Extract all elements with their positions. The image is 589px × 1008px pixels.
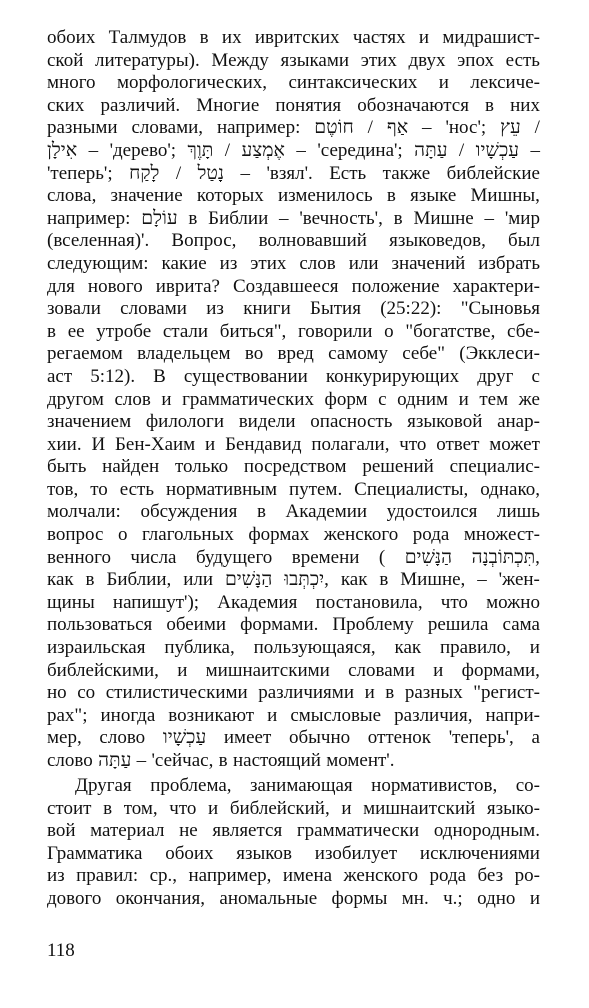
text-line: щины напишут'); Академия постановила, что можно [47,591,540,613]
text-line: слово ‏עַתָּה‏ – 'сейчас, в настоящий момент'. [47,750,395,771]
text-line: зовали словами из книги Бытия (25:22): "Сыновья [47,298,540,320]
text-line: (вселенная)'. Вопрос, волновавший языковедов, был [47,230,540,252]
text-line: разными словами, например: ‏חוֹטֶם‏ / ‏אַף‏ – 'нос'; ‏עֵץ‏ / [47,117,540,139]
text-line: обоих Талмудов в их ивритских частях и мидрашист- [47,27,540,48]
text-line: тов, то есть нормативным путем. Специалисты, однако, [47,478,540,500]
text-line: Другая проблема, занимающая нормативистов, со- [75,774,540,796]
text-line: как в Библии, или ‏הַנָּשִׁים יִכְתְּבוּ‏, как в Мишне, – 'жен- [47,569,540,591]
paragraph [47,27,540,773]
text-line: для нового иврита? Создавшееся положение характери- [47,275,540,297]
text-line: стоит в том, что и библейский, и мишнаитский языко- [47,797,540,819]
body-text [47,27,540,911]
text-line: молчали: обсуждения в Академии удостоился лишь [47,501,540,523]
text-line: например: ‏עוֹלָם‏ в Библии – 'вечность', в Мишне – 'мир [47,207,540,229]
text-line: следующим: какие из этих слов или значений избрать [47,252,540,274]
text-line: другом слов и грамматических форм с одним и тем же [47,388,540,410]
text-line: но со стилистическими различиями и в разных "регист- [47,682,540,704]
text-line: ских различий. Многие понятия обозначаются в них [47,94,540,116]
text-line: мер, слово ‏עַכְשָׁיו‏ имеет обычно оттенок 'теперь', а [47,727,540,749]
text-line: ской литературы). Между языками этих двух эпох есть [47,49,540,71]
text-line: аст 5:12). В существовании конкурирующих друг с [47,365,540,387]
text-line: из правил: ср., например, имена женского рода без ро- [47,865,540,887]
text-line: дового окончания, аномальные формы мн. ч.; одно и [47,887,540,909]
text-line: в ее утробе стали биться", говорили о "богатстве, сбе- [47,320,540,342]
text-line: регаемом владельцем во вред самому себе" (Экклеси- [47,343,540,365]
text-line: израильская публика, пользующаяся, как правило, и [47,637,540,659]
text-line: Грамматика обоих языков изобилует исключениями [47,842,540,864]
text-line: рах"; иногда возникают и смысловые различия, напри- [47,704,540,726]
text-line: 'теперь'; ‏לָקַח‏ / ‏נָטַל‏ – 'взял'. Есть также библейские [47,162,540,184]
text-line: много морфологических, синтаксических и лексиче- [47,72,540,94]
text-line: вой материал не является грамматически однородным. [47,820,540,842]
paragraph [47,775,540,911]
text-line: библейскими, и мишнаитскими словами и формами, [47,659,540,681]
text-line: вопрос о глагольных формах женского рода множест- [47,524,540,546]
text-line: ‏אִילָן‏ – 'дерево'; ‏תָּוֶךְ‏ / ‏אֶמְצַע‏ – 'середина'; ‏עַתָּה‏ / ‏עַכְשָׁיו‏ – [47,139,540,161]
text-line: быть найден только посредством решений специалис- [47,456,540,478]
text-line: пользоваться обеими формами. Проблему решила сама [47,614,540,636]
text-line: значением филологи видели опасность языковой анар- [47,411,540,433]
text-line: хии. И Бен-Хаим и Бендавид полагали, что ответ может [47,433,540,455]
text-line: слова, значение которых изменилось в языке Мишны, [47,185,540,207]
page-number: 118 [47,940,75,961]
text-line: венного числа будущего времени ( ‏הַנָּשִׁים תִּכְתּוֹבְנָה‏, [47,546,540,568]
